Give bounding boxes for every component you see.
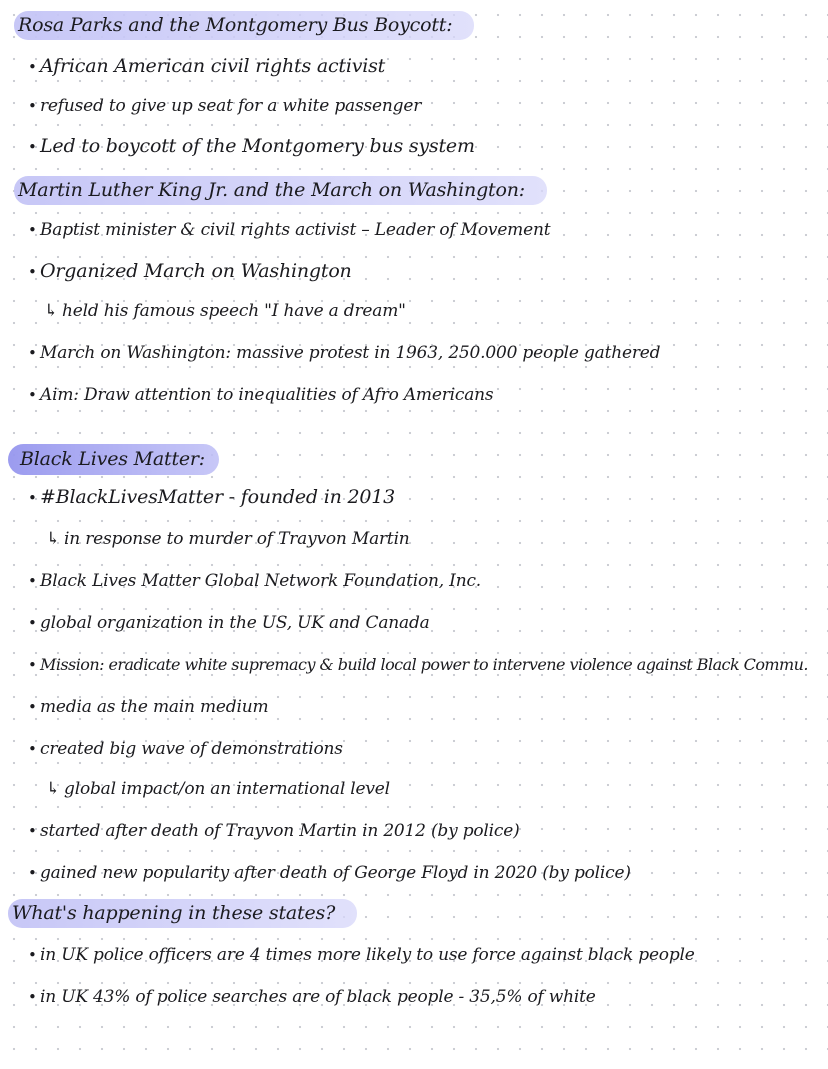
list-item-text: created big wave of demonstrations bbox=[40, 739, 343, 759]
list-item bbox=[28, 217, 550, 243]
list-item bbox=[28, 818, 520, 844]
list-item-text: Led to boycott of the Montgomery bus system bbox=[40, 135, 475, 157]
list-item bbox=[28, 652, 808, 678]
list-item-text: Organized March on Washington bbox=[40, 260, 352, 282]
list-item bbox=[28, 694, 268, 720]
list-item-text: media as the main medium bbox=[40, 697, 269, 717]
list-item-text: in UK police officers are 4 times more likely to use force against black people bbox=[40, 945, 695, 965]
list-item-text: gained new popularity after death of George Floyd in 2020 (by police) bbox=[40, 863, 631, 883]
list-item bbox=[28, 133, 475, 160]
sub-item-text: in response to murder of Trayvon Martin bbox=[64, 529, 410, 549]
list-item bbox=[28, 484, 395, 511]
list-item bbox=[28, 736, 343, 762]
arrow-icon: ↳ bbox=[46, 779, 61, 799]
list-item-text: Mission: eradicate white supremacy & build local power to intervene violence against Black Commu. bbox=[40, 655, 808, 674]
sub-item bbox=[46, 526, 410, 552]
list-item bbox=[28, 860, 631, 886]
list-item bbox=[28, 258, 352, 285]
list-item-text: Baptist minister & civil rights activist – Leader of Movement bbox=[40, 220, 551, 240]
list-item bbox=[28, 610, 430, 636]
arrow-icon: ↳ bbox=[44, 301, 59, 321]
list-item-text: African American civil rights activist bbox=[40, 55, 386, 77]
sub-item bbox=[46, 776, 390, 802]
list-item-text: in UK 43% of police searches are of black people - 35,5% of white bbox=[40, 987, 596, 1007]
heading-rosa-parks: Rosa Parks and the Montgomery Bus Boycott: bbox=[14, 11, 474, 40]
list-item-text: global organization in the US, UK and Canada bbox=[40, 613, 430, 633]
sub-item bbox=[44, 298, 406, 324]
list-item-text: refused to give up seat for a white passenger bbox=[40, 96, 422, 116]
sub-item-text: held his famous speech "I have a dream" bbox=[62, 301, 406, 321]
heading-mlk: Martin Luther King Jr. and the March on Washington: bbox=[14, 176, 547, 205]
sub-item-text: global impact/on an international level bbox=[64, 779, 390, 799]
list-item-text: Black Lives Matter Global Network Foundation, Inc. bbox=[40, 571, 481, 591]
list-item-text: March on Washington: massive protest in 1963, 250.000 people gathered bbox=[40, 343, 661, 363]
list-item bbox=[28, 942, 695, 968]
list-item-text: Aim: Draw attention to inequalities of Afro Americans bbox=[40, 385, 494, 405]
list-item bbox=[28, 93, 421, 119]
list-item bbox=[28, 340, 660, 366]
list-item bbox=[28, 53, 385, 80]
heading-black-lives-matter: Black Lives Matter: bbox=[8, 444, 219, 475]
list-item bbox=[28, 568, 481, 594]
list-item-text: #BlackLivesMatter - founded in 2013 bbox=[40, 486, 396, 508]
list-item-text: started after death of Trayvon Martin in 2012 (by police) bbox=[40, 821, 520, 841]
arrow-icon: ↳ bbox=[46, 529, 61, 549]
heading-whats-happening: What's happening in these states? bbox=[8, 899, 357, 928]
list-item bbox=[28, 382, 493, 408]
list-item bbox=[28, 984, 596, 1010]
